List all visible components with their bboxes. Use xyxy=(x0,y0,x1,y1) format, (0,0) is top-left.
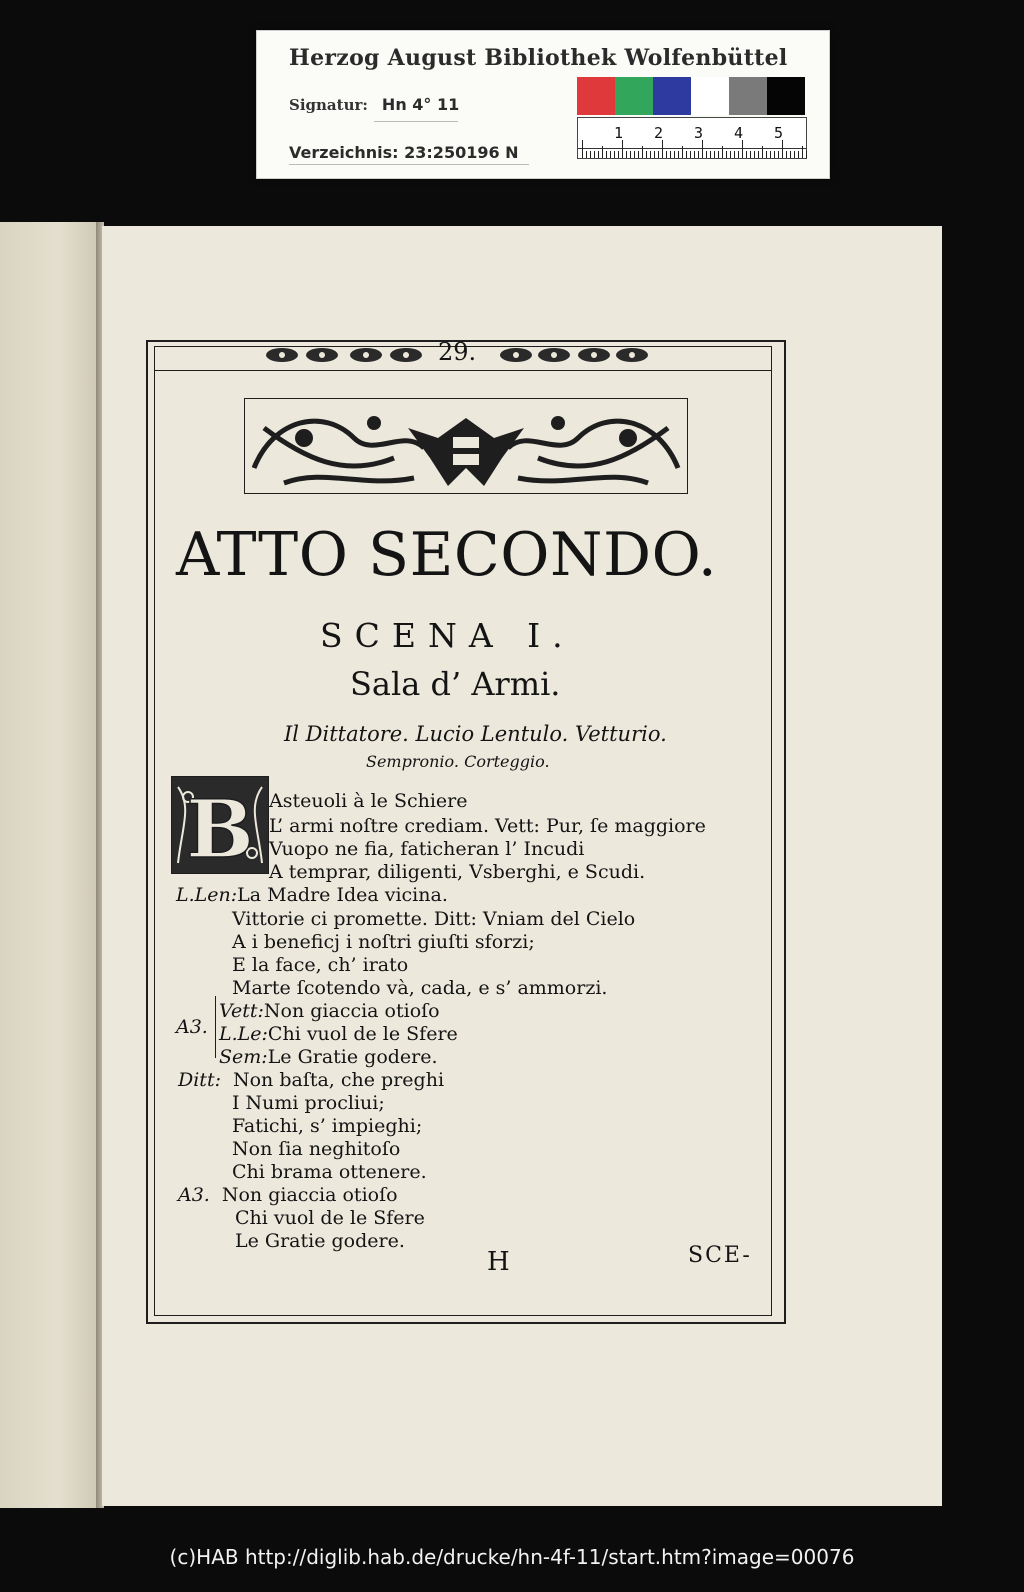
verse-text: La Madre Idea vicina. xyxy=(237,884,448,906)
verse-line xyxy=(219,1046,438,1068)
verse-line xyxy=(232,1092,385,1114)
ruler-tick xyxy=(742,140,743,158)
ruler-tick xyxy=(650,151,651,158)
ruler-tick xyxy=(606,151,607,158)
page-number: 29. xyxy=(438,338,477,366)
ruler-tick xyxy=(802,146,803,158)
signatur-label: Signatur: xyxy=(289,96,368,114)
verzeichnis-line: Verzeichnis: 23:250196 N xyxy=(289,143,519,162)
signatur-value: Hn 4° 11 xyxy=(381,95,460,114)
catchword: SCE- xyxy=(688,1243,752,1268)
library-name: Herzog August Bibliothek Wolfenbüttel xyxy=(289,45,788,71)
ruler-tick xyxy=(642,146,643,158)
ruler-tick xyxy=(718,151,719,158)
ruler-tick xyxy=(754,151,755,158)
ruler-number: 2 xyxy=(654,124,664,142)
ruler-tick xyxy=(770,151,771,158)
ruler-tick xyxy=(778,151,779,158)
verse-line xyxy=(232,1161,427,1183)
header-ornament-right xyxy=(498,345,650,365)
speaker-name: L.Le: xyxy=(219,1023,268,1045)
ruler-tick xyxy=(638,151,639,158)
ruler-tick xyxy=(590,151,591,158)
verse-line xyxy=(232,908,635,930)
ruler-number: 4 xyxy=(734,124,744,142)
ruler-tick xyxy=(790,151,791,158)
verse-line xyxy=(219,1023,458,1045)
headpiece-eagle-ornament xyxy=(244,398,688,494)
header-ornament-left xyxy=(264,345,424,365)
verse-text: Vuopo ne fia, faticheran l’ Incudi xyxy=(269,838,585,860)
color-swatch xyxy=(577,77,615,115)
ruler-tick xyxy=(722,146,723,158)
ruler-tick xyxy=(610,151,611,158)
ruler-tick xyxy=(690,151,691,158)
ruler-tick xyxy=(730,151,731,158)
ruler-tick xyxy=(686,151,687,158)
a3-brace xyxy=(215,996,222,1058)
ruler-tick xyxy=(794,151,795,158)
ruler-tick xyxy=(630,151,631,158)
color-swatch xyxy=(729,77,767,115)
scene-title: SCENA I. xyxy=(320,616,575,655)
verse-line xyxy=(219,1000,440,1022)
ruler-tick xyxy=(598,151,599,158)
verse-text: Marte ſcotendo và, cada, e s’ ammorzi. xyxy=(232,977,608,999)
ruler-tick xyxy=(702,140,703,158)
verse-line xyxy=(269,815,706,837)
ruler-tick xyxy=(646,151,647,158)
decorated-initial-b xyxy=(171,776,269,874)
verzeichnis-underline xyxy=(289,164,529,165)
ruler-tick xyxy=(618,151,619,158)
ruler-tick xyxy=(698,151,699,158)
verse-line xyxy=(269,838,584,860)
verse-text: A i beneficj i noſtri giuſti sforzi; xyxy=(232,931,535,953)
verse-text: Asteuoli à le Schiere xyxy=(269,790,468,812)
color-swatch xyxy=(691,77,729,115)
signature-mark: H xyxy=(487,1247,510,1277)
verse-text: Chi brama ottenere. xyxy=(232,1161,427,1183)
ruler-tick xyxy=(694,151,695,158)
ruler-number: 3 xyxy=(694,124,704,142)
ruler-tick xyxy=(750,151,751,158)
characters-line-1: Il Dittatore. Lucio Lentulo. Vetturio. xyxy=(284,722,667,746)
ruler-tick xyxy=(798,151,799,158)
verse-text: E la face, ch’ irato xyxy=(232,954,409,976)
scene-location: Sala d’ Armi. xyxy=(350,665,561,703)
ruler-tick xyxy=(710,151,711,158)
verse-text: L’ armi noſtre crediam. Vett: Pur, ſe maggiore xyxy=(269,815,706,837)
verse-line xyxy=(232,977,607,999)
verse-line xyxy=(176,884,448,906)
ruler-tick xyxy=(582,140,583,158)
verse-text: Le Gratie godere. xyxy=(267,1046,438,1068)
verse-line xyxy=(178,1184,398,1206)
verse-line xyxy=(232,1115,422,1137)
speaker-name: Sem: xyxy=(219,1046,268,1068)
signatur-line xyxy=(289,95,459,114)
facing-page-left xyxy=(0,222,98,1508)
a3-marker: A3. xyxy=(176,1016,208,1038)
ruler-tick xyxy=(654,151,655,158)
ruler-tick xyxy=(786,151,787,158)
ruler-tick xyxy=(614,151,615,158)
ruler-tick xyxy=(666,151,667,158)
source-url: (c)HAB http://diglib.hab.de/drucke/hn-4f-11/start.htm?image=00076 xyxy=(169,1545,855,1569)
ruler-tick xyxy=(782,140,783,158)
ruler-tick xyxy=(734,151,735,158)
act-title: ATTO SECONDO. xyxy=(176,520,718,590)
verse-line xyxy=(269,861,645,883)
ruler-tick xyxy=(774,151,775,158)
verse-text: Fatichi, s’ impieghi; xyxy=(232,1115,423,1137)
ruler-tick xyxy=(746,151,747,158)
verse-text: Vittorie ci promette. Ditt: Vniam del Cielo xyxy=(232,908,636,930)
ruler-tick xyxy=(706,151,707,158)
ruler-tick xyxy=(806,151,807,158)
speaker-name: L.Len: xyxy=(176,884,238,906)
ruler-tick xyxy=(658,151,659,158)
verse-text: A temprar, diligenti, Vsberghi, e Scudi. xyxy=(269,861,646,883)
scale-ruler xyxy=(577,117,807,159)
color-swatch xyxy=(767,77,805,115)
verse-text: Non ſia neghitoſo xyxy=(232,1138,401,1160)
color-swatch xyxy=(615,77,653,115)
library-label-card xyxy=(256,30,830,179)
ruler-tick xyxy=(682,146,683,158)
ruler-tick xyxy=(594,151,595,158)
ruler-number: 5 xyxy=(774,124,784,142)
ruler-tick xyxy=(726,151,727,158)
verse-text: Non baſta, che preghi xyxy=(232,1069,445,1091)
ruler-tick xyxy=(714,151,715,158)
ruler-tick xyxy=(626,151,627,158)
verse-text: Le Gratie godere. xyxy=(235,1230,405,1252)
ruler-number: 1 xyxy=(614,124,624,142)
verse-text: I Numi procliui; xyxy=(232,1092,385,1114)
color-calibration-swatches xyxy=(577,77,805,115)
color-swatch xyxy=(653,77,691,115)
ruler-tick xyxy=(762,146,763,158)
speaker-name: A3. xyxy=(178,1184,210,1206)
verse-line xyxy=(232,1138,400,1160)
signatur-underline xyxy=(374,121,458,122)
verse-line xyxy=(235,1207,425,1229)
verse-text: Non giaccia otioſo xyxy=(221,1184,398,1206)
ruler-tick xyxy=(634,151,635,158)
ruler-tick xyxy=(670,151,671,158)
verse-line xyxy=(235,1230,405,1252)
ruler-tick xyxy=(738,151,739,158)
verse-line xyxy=(232,931,535,953)
verse-text: Non giaccia otioſo xyxy=(263,1000,440,1022)
ruler-tick xyxy=(674,151,675,158)
svg-text:B: B xyxy=(186,782,254,874)
ruler-tick xyxy=(758,151,759,158)
verse-line xyxy=(232,954,408,976)
ruler-tick xyxy=(622,140,623,158)
ruler-tick xyxy=(766,151,767,158)
verse-text: Chi vuol de le Sfere xyxy=(235,1207,425,1229)
header-rule xyxy=(154,370,772,371)
verse-text: Chi vuol de le Sfere xyxy=(267,1023,458,1045)
ruler-tick xyxy=(678,151,679,158)
characters-line-2: Sempronio. Corteggio. xyxy=(366,752,550,771)
ruler-tick xyxy=(602,146,603,158)
speaker-name: Vett: xyxy=(219,1000,264,1022)
ruler-tick xyxy=(586,151,587,158)
verse-line xyxy=(178,1069,444,1091)
speaker-name: Ditt: xyxy=(178,1069,221,1091)
verse-line xyxy=(269,790,468,812)
ruler-baseline xyxy=(578,148,806,149)
ruler-tick xyxy=(662,140,663,158)
